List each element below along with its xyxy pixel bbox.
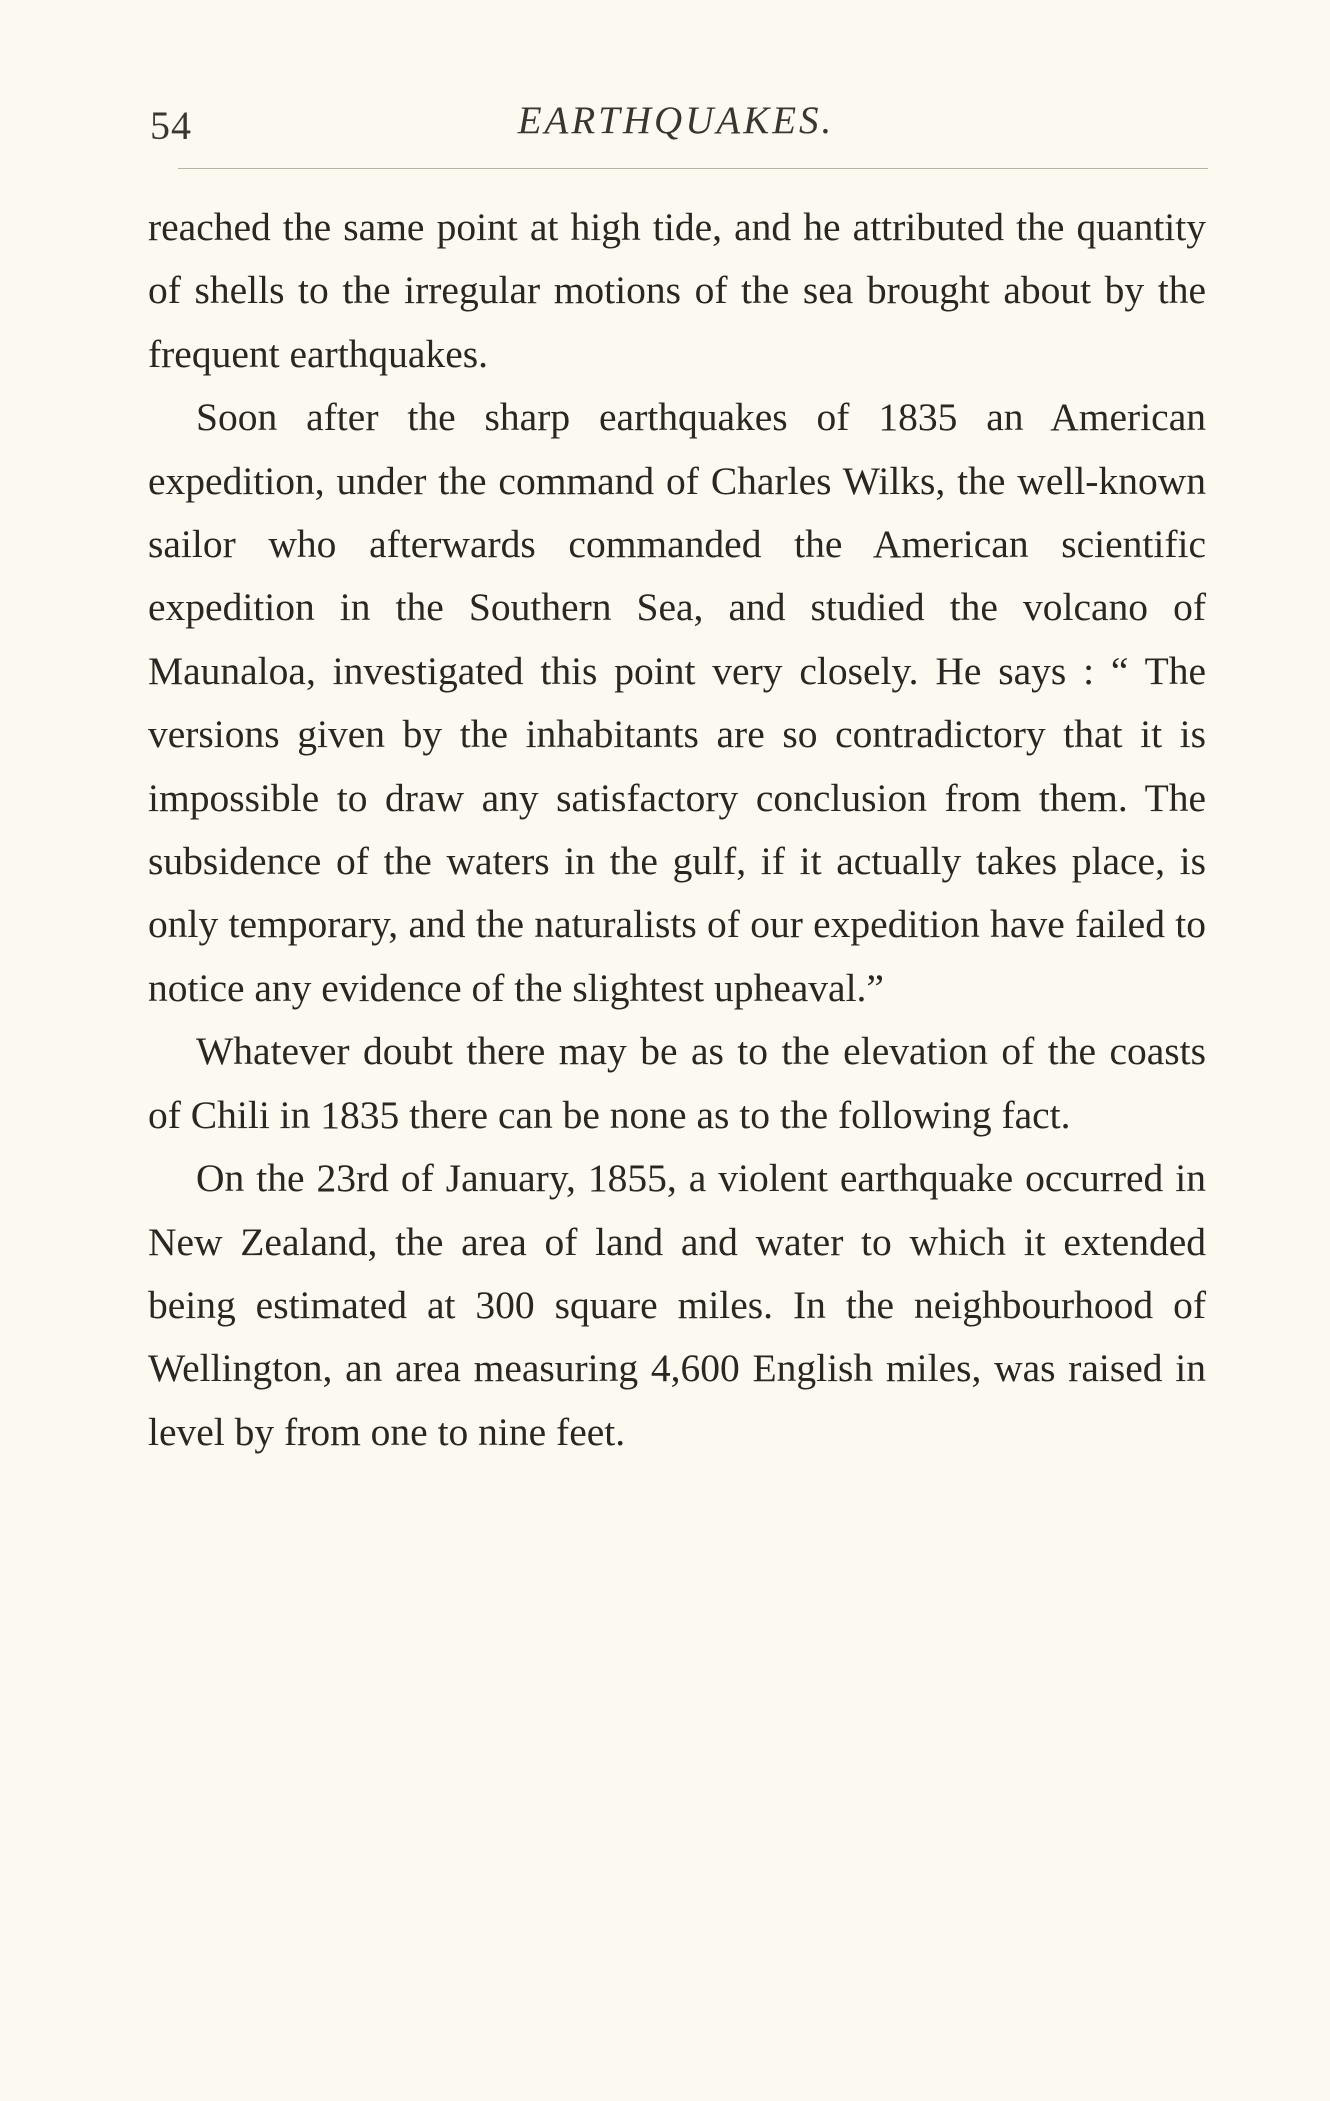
paragraph-new-zealand: On the 23rd of January, 1855, a violent earthquake occurred in New Zealand, the area of land and water to which it extended being estimated at 300 square miles. In the neighbourhood of Wellington, an area measuring 4,600 English miles, was raised in level by from one to nine feet. xyxy=(148,1156,1206,1454)
body-text xyxy=(148,196,1206,1464)
header-rule xyxy=(178,168,1208,169)
paragraph-continued: reached the same point at high tide, and he attributed the quantity of shells to the irregular motions of the sea brought about by the frequent earthquakes. xyxy=(148,205,1206,376)
running-title: EARTHQUAKES. xyxy=(517,99,835,142)
page-number: 54 xyxy=(150,103,192,148)
page-header xyxy=(150,88,1202,158)
paragraph-chili-elevation: Whatever doubt there may be as to the elevation of the coasts of Chili in 1835 there can be none as to the following fact. xyxy=(148,1029,1206,1137)
paragraph-wilks-expedition: Soon after the sharp earthquakes of 1835 an American expedition, under the command of Charles Wilks, the well-known sailor who afterwards commanded the American scientific expedition in the Southern Sea, and studied the volcano of Maunaloa, investigated this point very closely. He says : “ The versions given by the inhabitants are so contradictory that it is impossible to draw any satisfactory conclusion from them. The subsidence of the waters in the gulf, if it actually takes place, is only temporary, and the naturalists of our expedition have failed to notice any evidence of the slightest upheaval.” xyxy=(148,395,1206,1010)
